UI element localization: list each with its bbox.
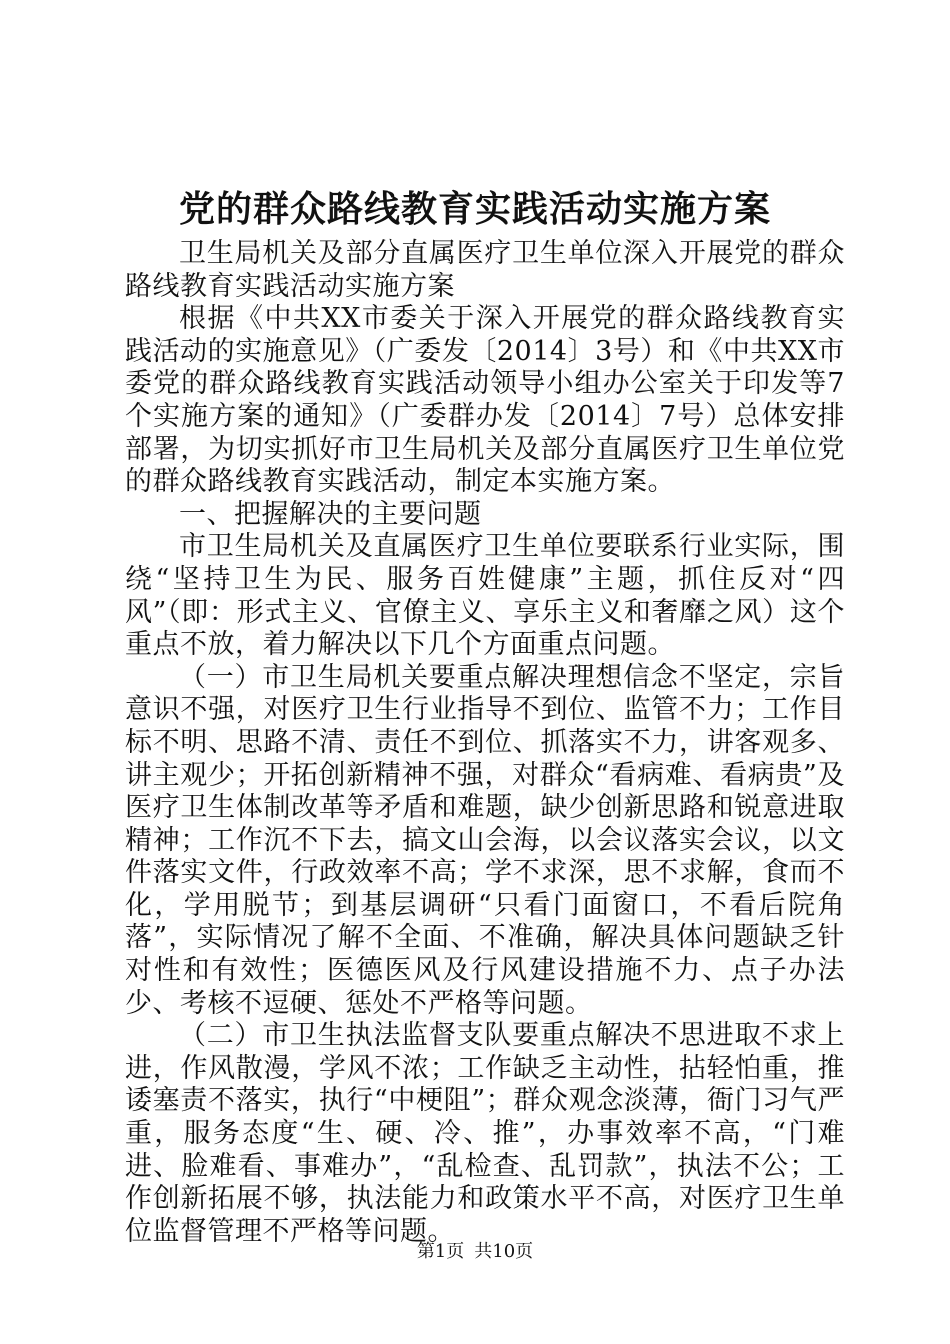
paragraph-subtitle: 卫生局机关及部分直属医疗卫生单位深入开展党的群众路线教育实践活动实施方案 — [125, 238, 845, 302]
paragraph-section-1-intro: 市卫生局机关及直属医疗卫生单位要联系行业实际，围绕“坚持卫生为民、服务百姓健康”主题，抓住反对“四风”（即：形式主义、官僚主义、享乐主义和奢靡之风）这个重点不放，着力解决以下几个方面重点问题。 — [125, 531, 845, 661]
page-number: 第1页 — [416, 1241, 465, 1262]
document-body — [125, 238, 845, 1248]
paragraph-item-2: （二）市卫生执法监督支队要重点解决不思进取不求上进，作风散漫，学风不浓；工作缺乏主动性，拈轻怕重，推诿塞责不落实，执行“中梗阻”；群众观念淡薄，衙门习气严重，服务态度“生、硬、冷、推”，办事效率不高，“门难进、脸难看、事难办”，“乱检查、乱罚款”，执法不公；工作创新拓展不够，执法能力和政策水平不高，对医疗卫生单位监督管理不严格等问题。 — [125, 1020, 845, 1247]
paragraph-item-1: （一）市卫生局机关要重点解决理想信念不坚定，宗旨意识不强，对医疗卫生行业指导不到位、监管不力；工作目标不明、思路不清、责任不到位、抓落实不力，讲客观多、讲主观少；开拓创新精神不强，对群众“看病难、看病贵”及医疗卫生体制改革等矛盾和难题，缺少创新思路和锐意进取精神；工作沉不下去，搞文山会海，以会议落实会议，以文件落实文件，行政效率不高；学不求深，思不求解，食而不化，学用脱节；到基层调研“只看门面窗口，不看后院角落”，实际情况了解不全面、不准确，解决具体问题缺乏针对性和有效性；医德医风及行风建设措施不力、点子办法少、考核不逗硬、惩处不严格等问题。 — [125, 661, 845, 1019]
paragraph-basis: 根据《中共XX市委关于深入开展党的群众路线教育实践活动的实施意见》（广委发〔2014〕3号）和《中共XX市委党的群众路线教育实践活动领导小组办公室关于印发等7个实施方案的通知》（广委群办发〔2014〕7号）总体安排部署，为切实抓好市卫生局机关及部分直属医疗卫生单位党的群众路线教育实践活动，制定本实施方案。 — [125, 303, 845, 498]
page-total: 共10页 — [474, 1241, 534, 1262]
section-heading-1: 一、把握解决的主要问题 — [179, 498, 482, 530]
page-footer — [0, 1240, 950, 1264]
document-title: 党的群众路线教育实践活动实施方案 — [178, 188, 771, 230]
